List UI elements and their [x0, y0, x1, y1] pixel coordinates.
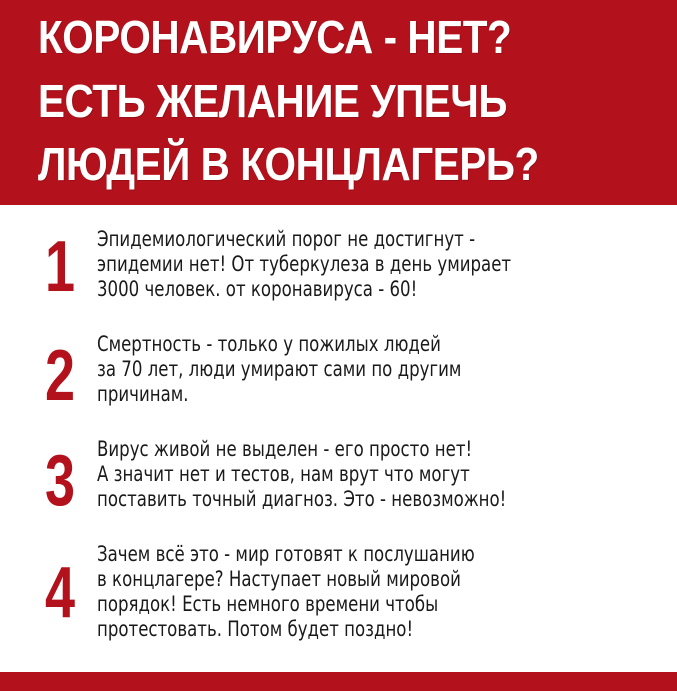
- item-text-line: Вирус живой не выделен - его просто нет!: [97, 437, 473, 461]
- item-text-line: в концлагере? Наступает новый мировой: [97, 567, 461, 591]
- item-text-line: А значит нет и тестов, нам врут что могут: [97, 462, 470, 486]
- item-text-line: причинам.: [97, 382, 189, 406]
- item-number: 1: [44, 227, 76, 307]
- item-number: 3: [44, 441, 76, 521]
- item-number: 4: [44, 553, 76, 633]
- item-text: [97, 227, 571, 302]
- item-text: [97, 437, 571, 512]
- footer-bar: [0, 672, 677, 691]
- item-text: [97, 542, 571, 642]
- item-text-line: Смертность - только у пожилых людей: [97, 332, 441, 356]
- item-text-line: за 70 лет, люди умирают сами по другим: [97, 357, 462, 381]
- item-text-line: Эпидемиологический порог не достигнут -: [97, 227, 476, 251]
- title-line-3: ЛЮДЕЙ В КОНЦЛАГЕРЬ?: [38, 138, 539, 190]
- item-text-line: эпидемии нет! От туберкулеза в день умирает: [97, 252, 512, 276]
- header-banner: [0, 0, 677, 205]
- title-line-2: ЕСТЬ ЖЕЛАНИЕ УПЕЧЬ: [38, 75, 507, 127]
- title-line-1: КОРОНАВИРУСА - НЕТ?: [38, 11, 512, 63]
- item-text-line: 3000 человек. от коронавируса - 60!: [97, 277, 418, 301]
- item-text: [97, 332, 571, 407]
- item-number: 2: [44, 336, 76, 416]
- item-text-line: Зачем всё это - мир готовят к послушанию: [97, 542, 475, 566]
- item-text-line: порядок! Есть немного времени чтобы: [97, 592, 439, 616]
- item-text-line: поставить точный диагноз. Это - невозможно!: [97, 487, 507, 511]
- item-text-line: протестовать. Потом будет поздно!: [97, 617, 414, 641]
